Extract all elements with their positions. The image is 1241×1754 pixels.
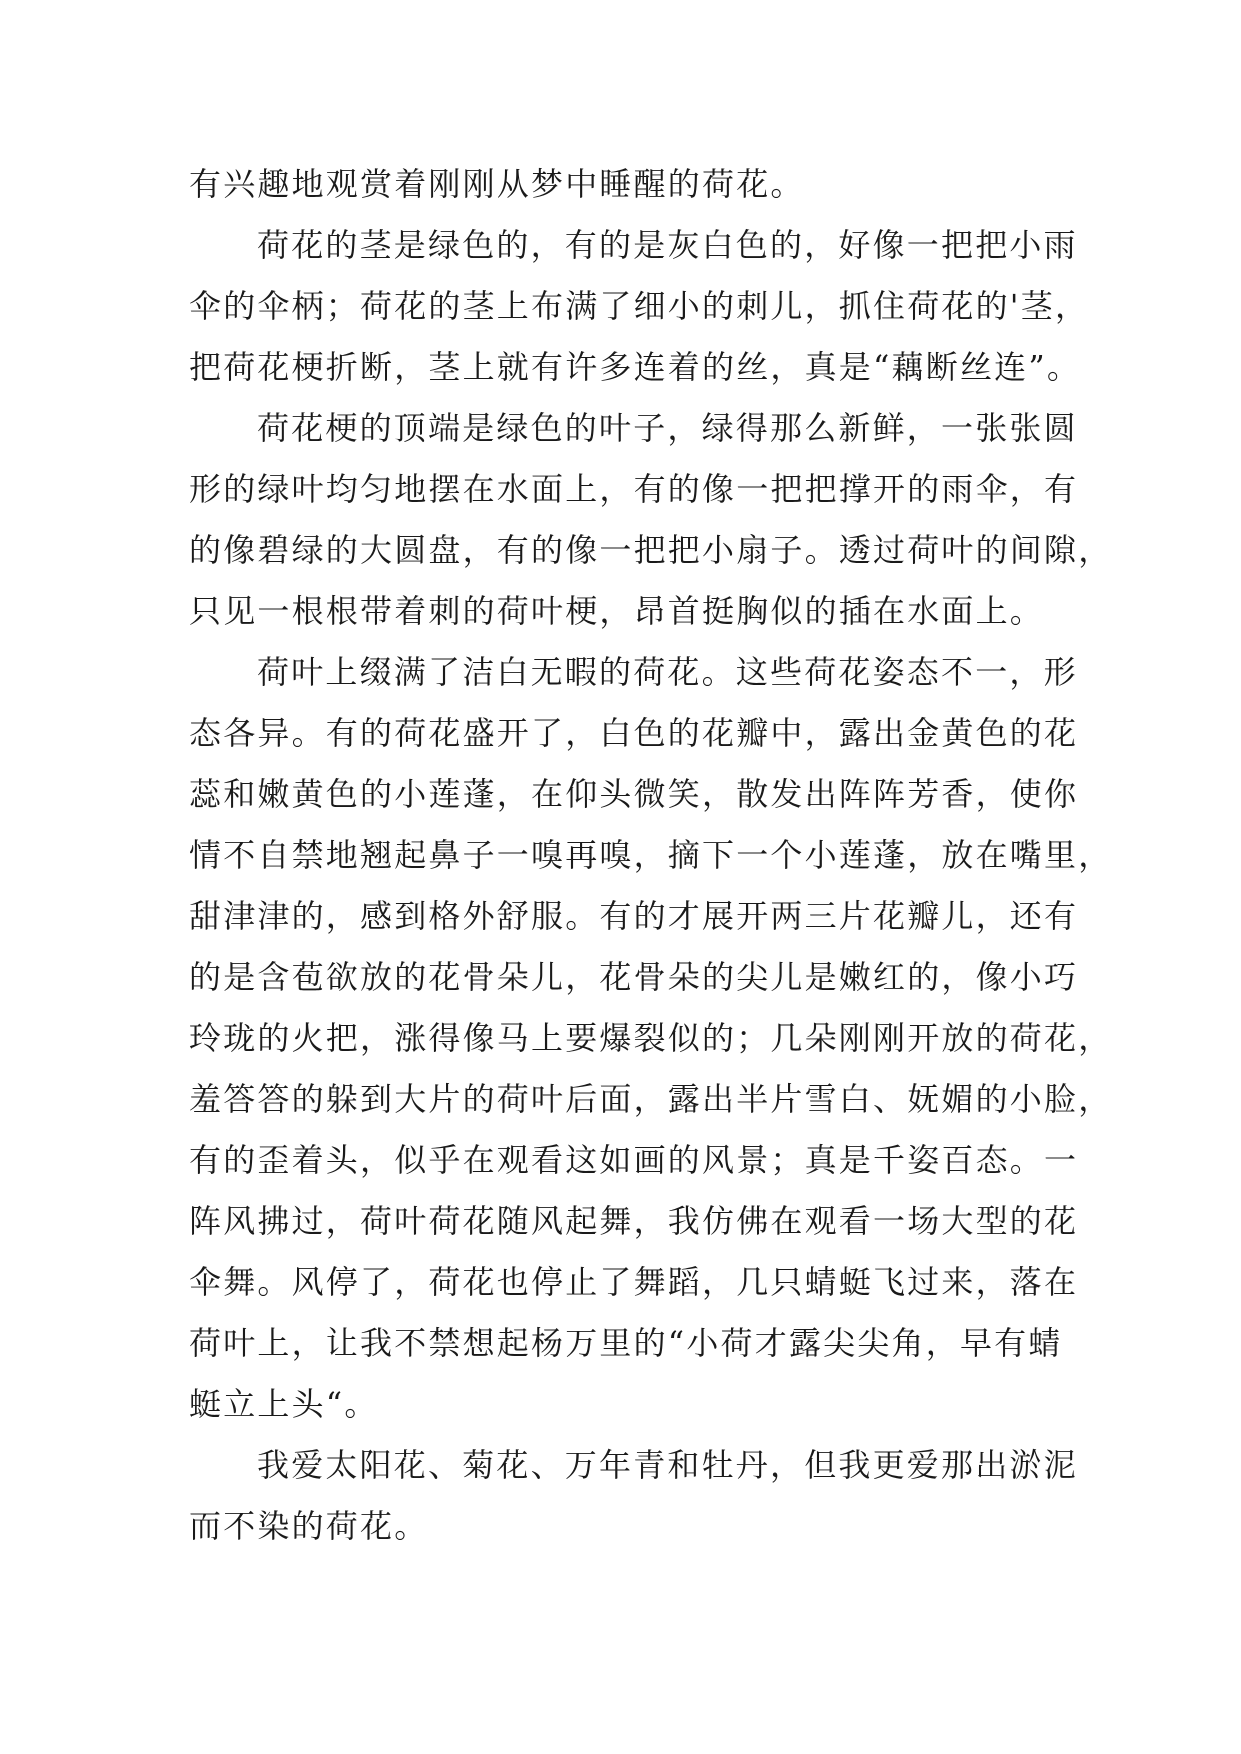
paragraph-first-line: 荷花梗的顶端是绿色的叶子，绿得那么新鲜，一张张圆 — [257, 409, 1078, 447]
text-line: 有的歪着头，似乎在观看这如画的风景；真是千姿百态。一 — [189, 1141, 1079, 1179]
text-line: 荷叶上，让我不禁想起杨万里的“小荷才露尖尖角，早有蜻 — [189, 1324, 1063, 1362]
text-line: 态各异。有的荷花盛开了，白色的花瓣中，露出金黄色的花 — [189, 714, 1079, 752]
text-line: 伞的伞柄；荷花的茎上布满了细小的刺儿，抓住荷花的'茎， — [189, 287, 1090, 325]
text-line: 阵风拂过，荷叶荷花随风起舞，我仿佛在观看一场大型的花 — [189, 1202, 1079, 1240]
text-line: 只见一根根带着刺的荷叶梗，昂首挺胸似的插在水面上。 — [189, 592, 1045, 630]
text-line: 蕊和嫩黄色的小莲蓬，在仰头微笑，散发出阵阵芳香，使你 — [189, 775, 1079, 813]
paragraph-first-line: 荷花的茎是绿色的，有的是灰白色的，好像一把把小雨 — [257, 226, 1078, 264]
text-line: 甜津津的，感到格外舒服。有的才展开两三片花瓣儿，还有 — [189, 897, 1079, 935]
paragraph-first-line: 荷叶上缀满了洁白无暇的荷花。这些荷花姿态不一，形 — [257, 653, 1078, 691]
text-line: 的是含苞欲放的花骨朵儿，花骨朵的尖儿是嫩红的，像小巧 — [189, 958, 1079, 996]
text-line: 形的绿叶均匀地摆在水面上，有的像一把把撑开的雨伞，有 — [189, 470, 1079, 508]
text-line: 玲珑的火把，涨得像马上要爆裂似的；几朵刚刚开放的荷花， — [189, 1019, 1113, 1057]
text-line: 把荷花梗折断，茎上就有许多连着的丝，真是“藕断丝连”。 — [189, 348, 1082, 386]
text-line: 情不自禁地翘起鼻子一嗅再嗅，摘下一个小莲蓬，放在嘴里， — [189, 836, 1113, 874]
text-line: 有兴趣地观赏着刚刚从梦中睡醒的荷花。 — [189, 165, 805, 203]
text-line: 的像碧绿的大圆盘，有的像一把把小扇子。透过荷叶的间隙， — [189, 531, 1113, 569]
text-line: 羞答答的躲到大片的荷叶后面，露出半片雪白、妩媚的小脸， — [189, 1080, 1113, 1118]
body-text — [189, 154, 1113, 1557]
paragraph-first-line: 我爱太阳花、菊花、万年青和牡丹，但我更爱那出淤泥 — [257, 1446, 1078, 1484]
text-line: 而不染的荷花。 — [189, 1507, 429, 1545]
text-line: 蜓立上头“。 — [189, 1385, 379, 1423]
text-line: 伞舞。风停了，荷花也停止了舞蹈，几只蜻蜓飞过来，落在 — [189, 1263, 1079, 1301]
